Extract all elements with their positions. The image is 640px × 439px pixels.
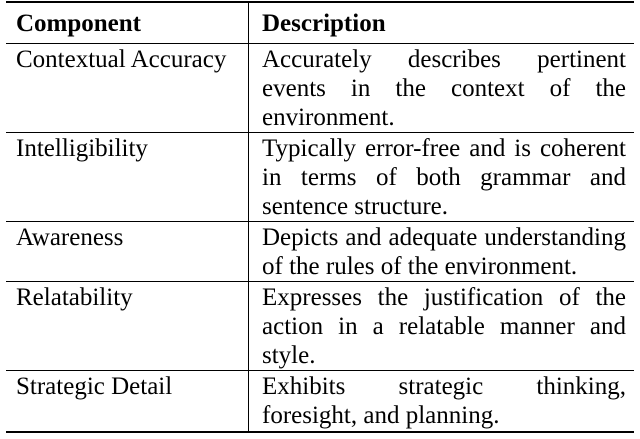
table-row bbox=[6, 282, 634, 371]
table-row bbox=[6, 133, 634, 222]
row-description: Depicts and adequate understanding of the rules of the environment. bbox=[249, 222, 635, 282]
row-component: Relatability bbox=[6, 282, 249, 371]
table-header bbox=[6, 2, 634, 44]
row-description: Accurately describes pertinent events in the context of the environment. bbox=[249, 44, 635, 133]
row-description: Typically error-free and is coherent in terms of both grammar and sentence structure. bbox=[249, 133, 635, 222]
table-body bbox=[6, 44, 634, 433]
table-row bbox=[6, 371, 634, 433]
row-component: Contextual Accuracy bbox=[6, 44, 249, 133]
component-description-table bbox=[6, 1, 634, 433]
row-component: Awareness bbox=[6, 222, 249, 282]
row-component: Strategic Detail bbox=[6, 371, 249, 433]
header-component: Component bbox=[6, 2, 249, 44]
row-description: Exhibits strategic thinking, foresight, and planning. bbox=[249, 371, 635, 433]
table-row bbox=[6, 222, 634, 282]
header-row bbox=[6, 2, 634, 44]
table-row bbox=[6, 44, 634, 133]
row-description: Expresses the justification of the action in a relatable manner and style. bbox=[249, 282, 635, 371]
row-component: Intelligibility bbox=[6, 133, 249, 222]
header-description: Description bbox=[249, 2, 635, 44]
